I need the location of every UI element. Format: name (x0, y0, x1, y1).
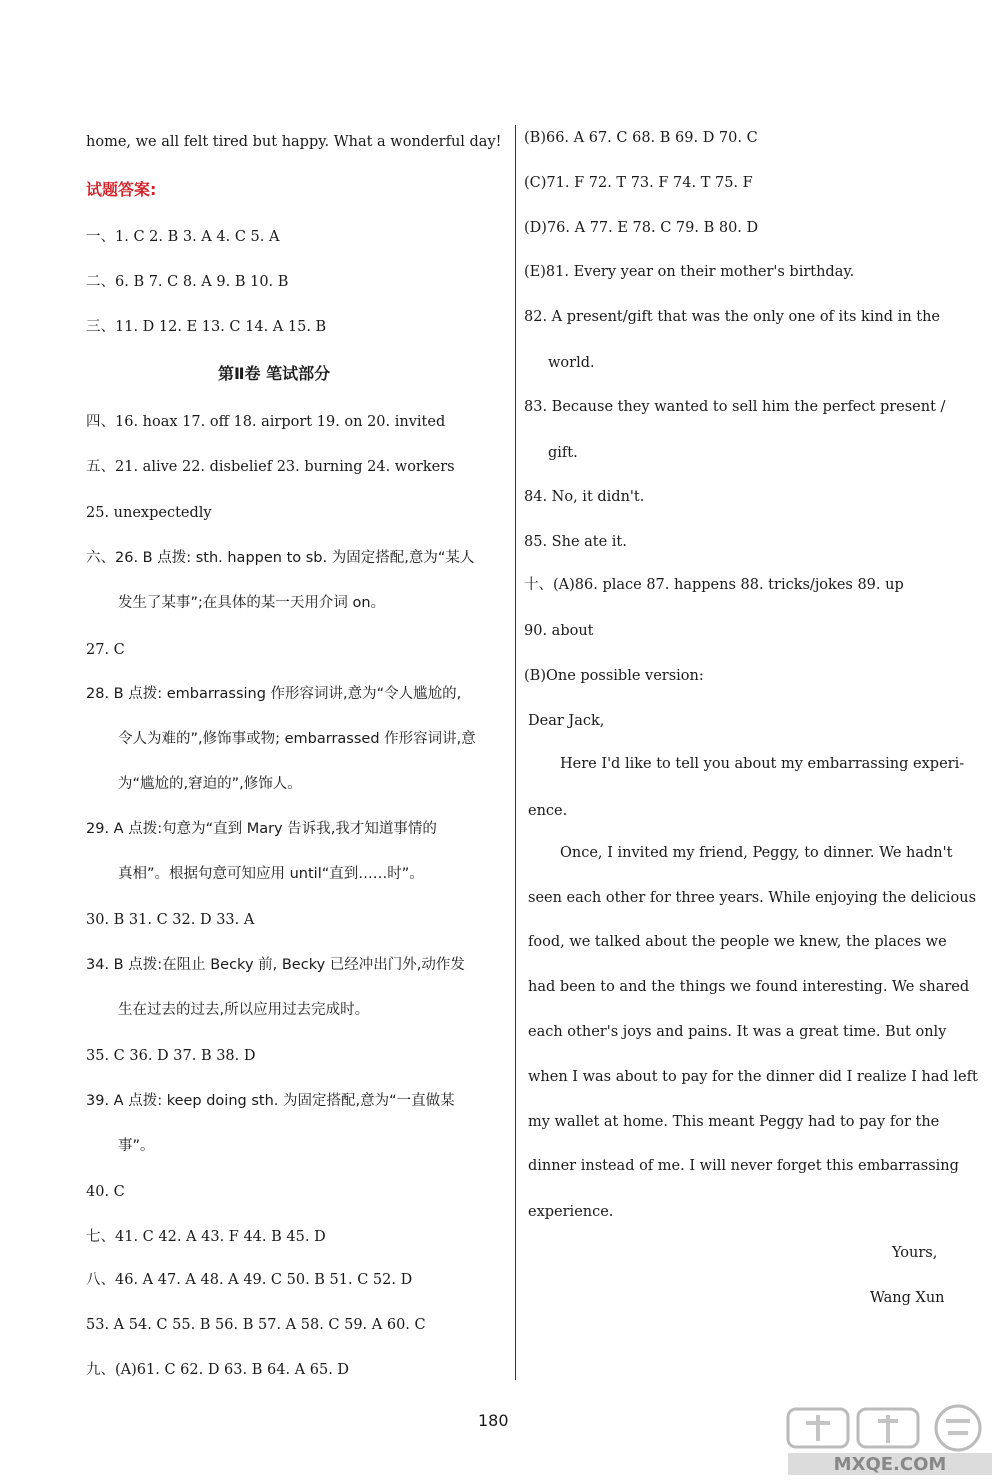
letter-line: experience. (528, 1204, 614, 1220)
answer-row: 一、1. C 2. B 3. A 4. C 5. A (86, 229, 280, 245)
answer-row: 40. C (86, 1184, 125, 1200)
letter-line: Here I'd like to tell you about my embarrassing experi- (560, 756, 965, 772)
answer-row: 八、46. A 47. A 48. A 49. C 50. B 51. C 52. D (86, 1272, 413, 1288)
answer-row: 90. about (524, 623, 594, 639)
letter-line: each other's joys and pains. It was a great time. But only (528, 1024, 947, 1040)
answer-row: 27. C (86, 642, 125, 658)
letter-salutation: Dear Jack, (528, 713, 605, 729)
answer-row: 四、16. hoax 17. off 18. airport 19. on 20. invited (86, 414, 446, 430)
column-divider (515, 125, 516, 1380)
letter-line: my wallet at home. This meant Peggy had to pay for the (528, 1114, 940, 1130)
answer-row: 五、21. alive 22. disbelief 23. burning 24. workers (86, 459, 455, 475)
letter-line: ence. (528, 803, 568, 819)
answer-row: 七、41. C 42. A 43. F 44. B 45. D (86, 1229, 326, 1245)
answer-row: 十、(A)86. place 87. happens 88. tricks/jokes 89. up (524, 577, 904, 593)
watermark-logo (786, 1403, 994, 1477)
answer-row: (D)76. A 77. E 78. C 79. B 80. D (524, 220, 759, 236)
answer-row: 84. No, it didn't. (524, 489, 645, 505)
letter-line: dinner instead of me. I will never forget this embarrassing (528, 1158, 959, 1174)
letter-line: seen each other for three years. While enjoying the delicious (528, 890, 977, 906)
answer-note: 发生了某事”;在具体的某一天用介词 on。 (118, 595, 386, 611)
answer-row: 三、11. D 12. E 13. C 14. A 15. B (86, 319, 327, 335)
page-number: 180 (478, 1411, 509, 1430)
answers-heading: 试题答案: (86, 180, 157, 199)
answer-row: 39. A 点拨: keep doing sth. 为固定搭配,意为“一直做某 (86, 1093, 455, 1109)
essay-label: (B)One possible version: (524, 668, 704, 684)
answer-row: 30. B 31. C 32. D 33. A (86, 912, 255, 928)
answer-row: (B)66. A 67. C 68. B 69. D 70. C (524, 130, 758, 146)
answer-note: world. (548, 355, 595, 371)
letter-line: when I was about to pay for the dinner did I realize I had left (528, 1069, 978, 1085)
answer-row: 83. Because they wanted to sell him the perfect present / (524, 399, 946, 415)
answer-row: 九、(A)61. C 62. D 63. B 64. A 65. D (86, 1362, 350, 1378)
answer-note: 令人为难的”,修饰事或物; embarrassed 作形容词讲,意 (118, 731, 476, 747)
answer-note: 事”。 (118, 1138, 155, 1154)
answer-row: 二、6. B 7. C 8. A 9. B 10. B (86, 274, 289, 290)
answer-row: 29. A 点拨:句意为“直到 Mary 告诉我,我才知道事情的 (86, 821, 437, 837)
answer-note: 生在过去的过去,所以应用过去完成时。 (118, 1002, 370, 1018)
answer-row: 85. She ate it. (524, 534, 627, 550)
answer-row: 六、26. B 点拨: sth. happen to sb. 为固定搭配,意为“某人 (86, 550, 475, 566)
answer-row: 82. A present/gift that was the only one of its kind in the (524, 309, 941, 325)
answer-row: (E)81. Every year on their mother's birthday. (524, 264, 855, 280)
section-title: 第Ⅱ卷 笔试部分 (218, 364, 331, 383)
letter-line: had been to and the things we found interesting. We shared (528, 979, 970, 995)
answer-note: gift. (548, 445, 578, 461)
answer-row: 35. C 36. D 37. B 38. D (86, 1048, 256, 1064)
letter-line: food, we talked about the people we knew, the places we (528, 934, 947, 950)
letter-closing: Yours, (892, 1245, 938, 1261)
answer-row: 28. B 点拨: embarrassing 作形容词讲,意为“令人尴尬的, (86, 686, 462, 702)
letter-line: Once, I invited my friend, Peggy, to dinner. We hadn't (560, 845, 953, 861)
letter-signature: Wang Xun (870, 1290, 945, 1306)
answer-row: 25. unexpectedly (86, 505, 212, 521)
answer-row: 53. A 54. C 55. B 56. B 57. A 58. C 59. A 60. C (86, 1317, 426, 1333)
answer-note: 为“尴尬的,窘迫的”,修饰人。 (118, 776, 302, 792)
watermark-text: MXQE.COM (833, 1454, 947, 1475)
answer-row: (C)71. F 72. T 73. F 74. T 75. F (524, 175, 753, 191)
answer-row: 34. B 点拨:在阻止 Becky 前, Becky 已经冲出门外,动作发 (86, 957, 465, 973)
text-line: home, we all felt tired but happy. What a wonderful day! (86, 134, 502, 150)
answer-note: 真相”。根据句意可知应用 until“直到……时”。 (118, 866, 424, 882)
